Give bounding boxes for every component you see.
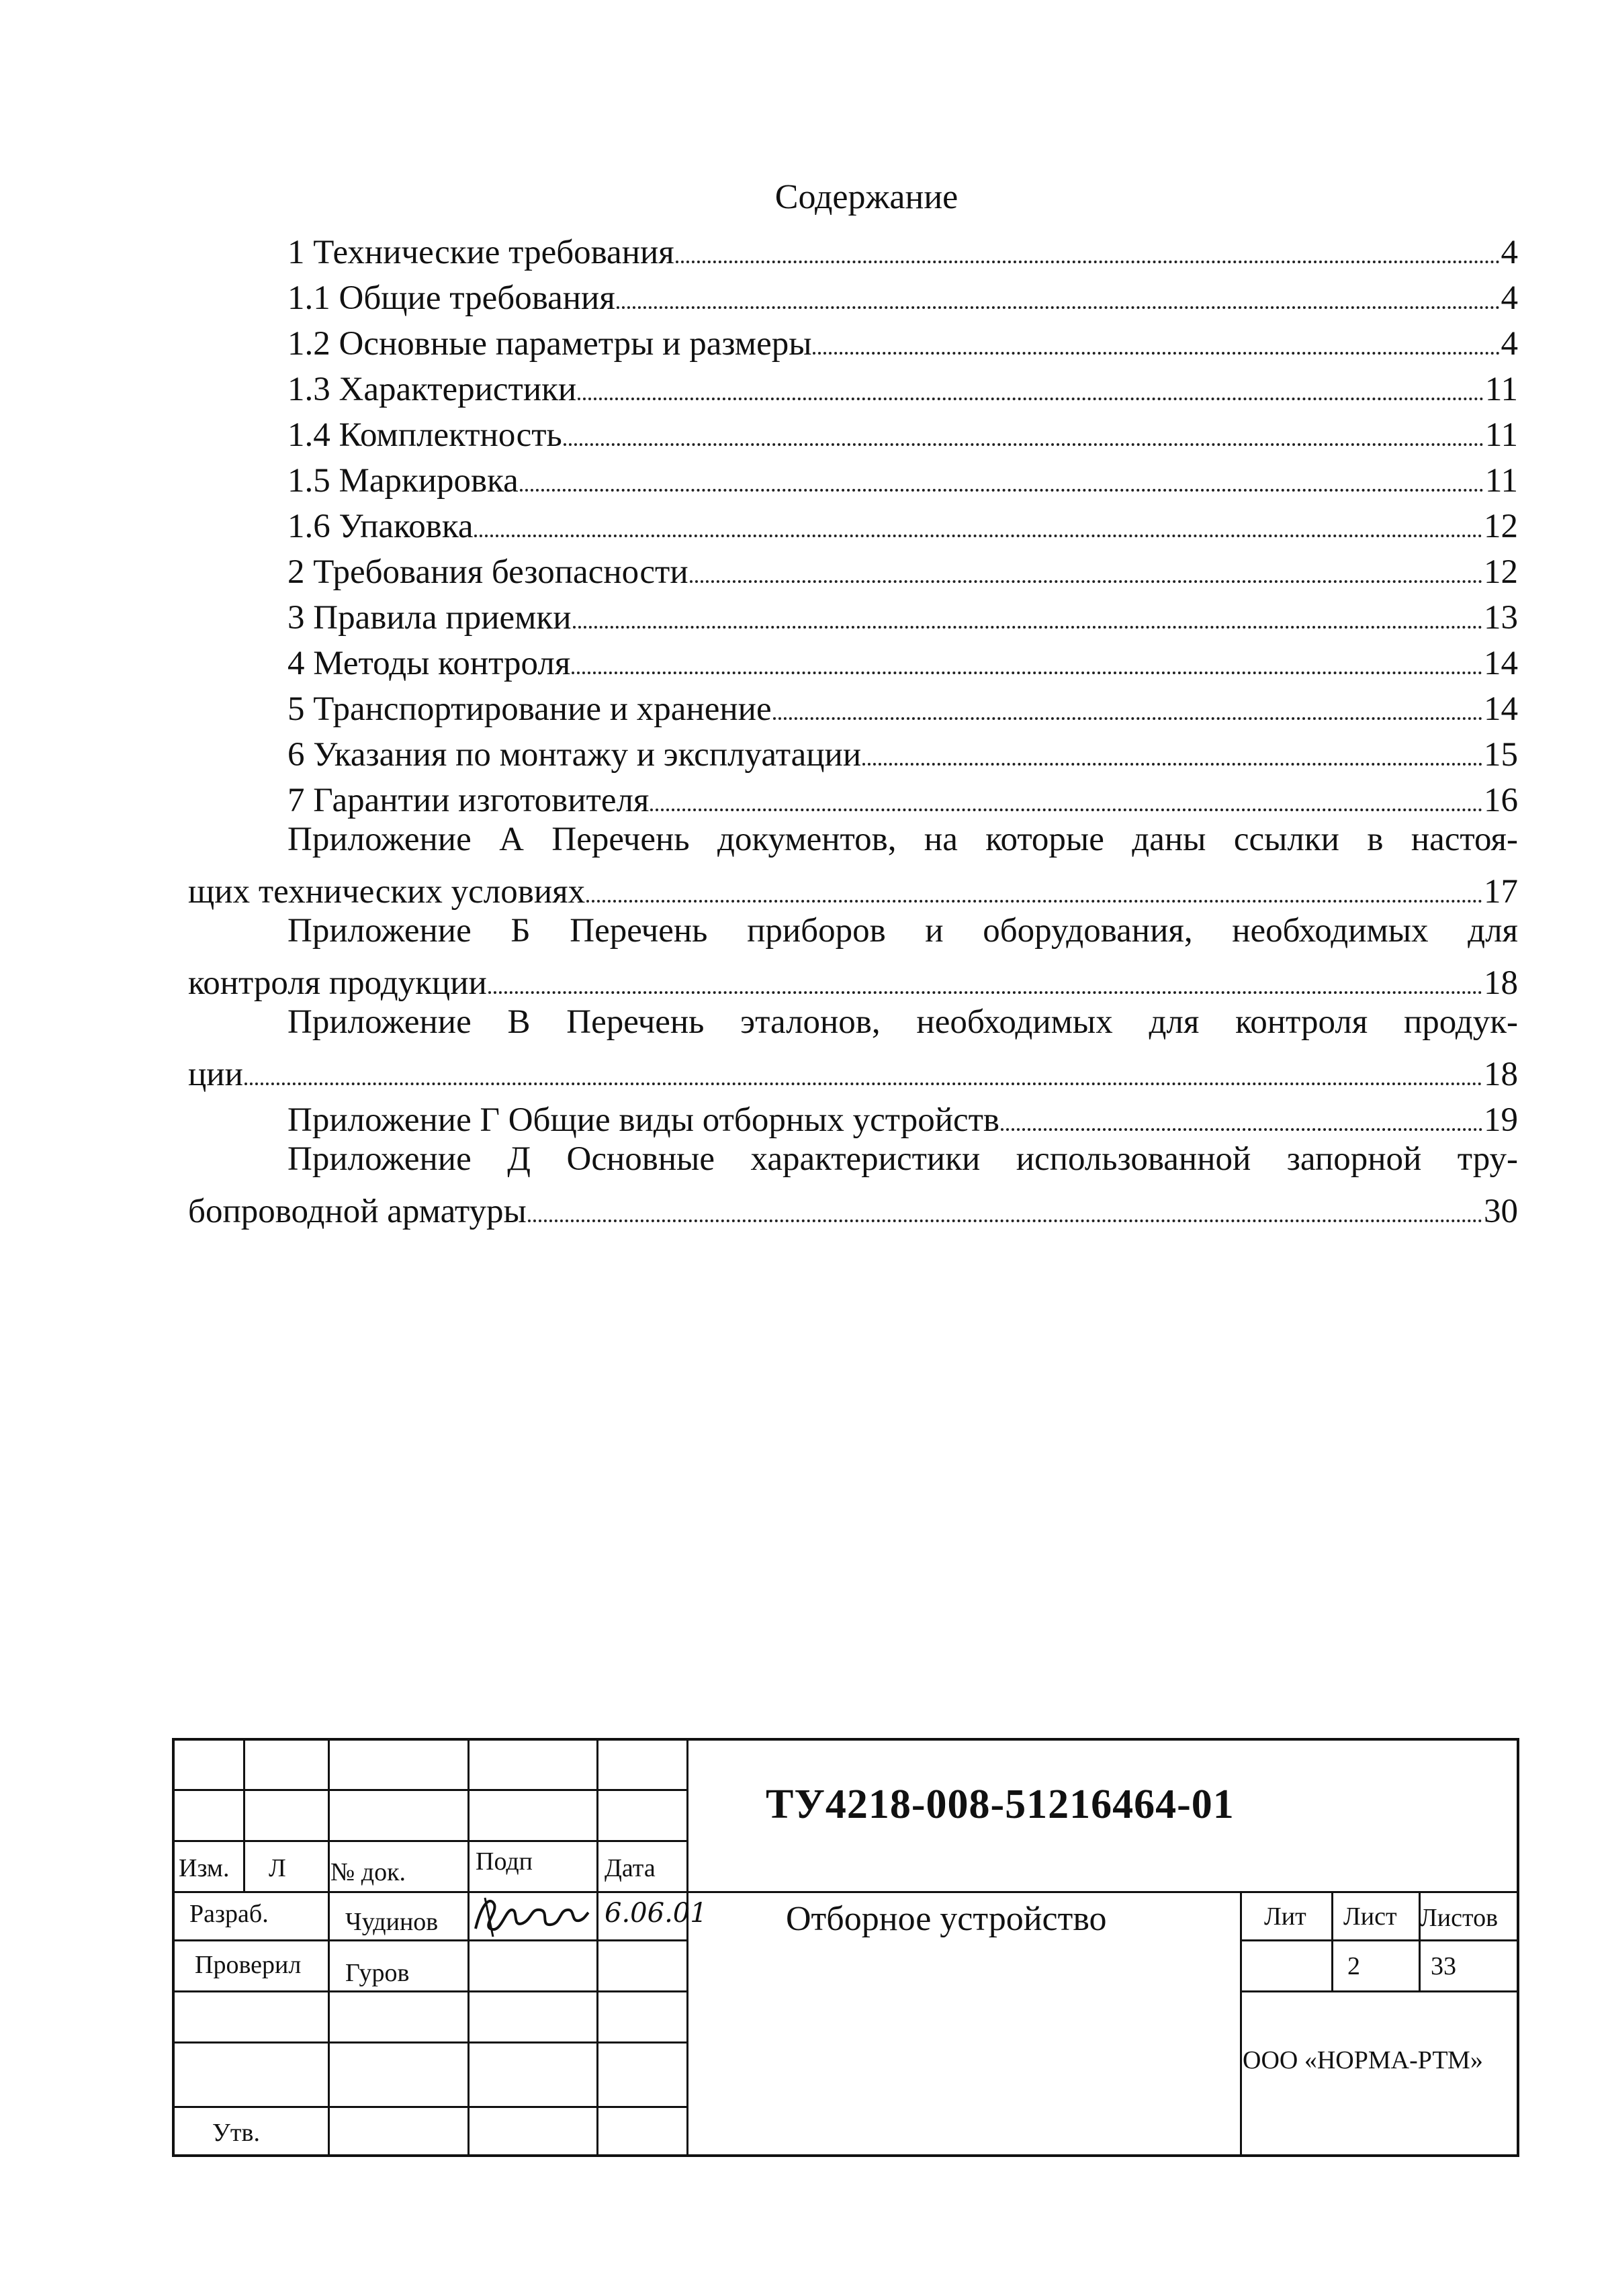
- appendix-line: Приложение А Перечень документов, на которые даны ссылки в настоя-: [287, 821, 1518, 858]
- appendix-a: [188, 817, 1518, 911]
- header-signature: Подп: [476, 1847, 533, 1876]
- table-of-contents: [188, 223, 1518, 1228]
- grid-line: [175, 2106, 686, 2108]
- razrab-date: 6.06.01: [605, 1898, 707, 1929]
- toc-entry: 1.1 Общие требования 4: [188, 269, 1518, 314]
- toc-entry: 6 Указания по монтажу и эксплуатации 15: [188, 725, 1518, 771]
- toc-entry: 1.4 Комплектность 11: [188, 406, 1518, 451]
- header-date: Дата: [605, 1854, 656, 1882]
- toc-entry: 2 Требования безопасности 12: [188, 543, 1518, 588]
- organization: ООО «НОРМА-РТМ»: [1243, 2046, 1483, 2074]
- toc-entry: 1.3 Характеристики 11: [188, 360, 1518, 406]
- grid-line: [467, 1741, 470, 2157]
- appendix-line: контроля продукции 18: [188, 954, 1518, 999]
- toc-title: Содержание: [774, 178, 958, 216]
- listov-label: Листов: [1420, 1904, 1499, 1932]
- toc-entry: 4 Методы контроля 14: [188, 634, 1518, 680]
- grid-line: [175, 1789, 686, 1791]
- appendix-line: Приложение Б Перечень приборов и оборудования, необходимых для: [287, 912, 1518, 950]
- listov-value: 33: [1431, 1952, 1456, 1980]
- grid-line: [175, 2041, 686, 2044]
- proveril-label: Проверил: [195, 1951, 302, 1979]
- toc-entry: 1.5 Маркировка 11: [188, 451, 1518, 497]
- grid-line: [175, 1939, 686, 1941]
- list-label: Лист: [1343, 1902, 1397, 1931]
- title-block: [172, 1738, 1519, 2157]
- lit-label: Лит: [1264, 1902, 1306, 1931]
- toc-entry: 1.6 Упаковка 12: [188, 497, 1518, 543]
- appendix-line: ции 18: [188, 1045, 1518, 1091]
- header-izm: Изм.: [179, 1854, 230, 1882]
- grid-line: [1240, 1891, 1242, 2157]
- appendix-line: Приложение Г Общие виды отборных устройств 19: [188, 1091, 1518, 1136]
- appendix-line: щих технических условиях 17: [188, 862, 1518, 908]
- toc-entry: 1.2 Основные параметры и размеры 4: [188, 314, 1518, 360]
- grid-line: [175, 1891, 1519, 1893]
- appendix-b: [188, 908, 1518, 1002]
- toc-entry: 7 Гарантии изготовителя 16: [188, 771, 1518, 817]
- appendix-g: [188, 1091, 1518, 1139]
- utv-label: Утв.: [212, 2119, 260, 2147]
- header-doc-number: № док.: [330, 1858, 406, 1886]
- grid-line: [596, 1741, 598, 2157]
- document-name: Отборное устройство: [786, 1900, 1107, 1938]
- grid-line: [175, 1840, 686, 1842]
- header-l: Л: [269, 1854, 286, 1882]
- signature-mark: [470, 1890, 590, 1942]
- grid-line: [1240, 1939, 1519, 1941]
- grid-line: [175, 1990, 686, 1992]
- list-value: 2: [1347, 1952, 1360, 1980]
- toc-entry: 3 Правила приемки 13: [188, 588, 1518, 634]
- appendix-line: бопроводной арматуры 30: [188, 1182, 1518, 1228]
- toc-entry: 5 Транспортирование и хранение 14: [188, 680, 1518, 725]
- proveril-name: Гуров: [345, 1959, 410, 1987]
- grid-line: [1240, 1990, 1519, 1992]
- appendix-d: [188, 1136, 1518, 1228]
- grid-line: [328, 1741, 330, 2157]
- appendix-line: Приложение Д Основные характеристики использованной запорной тру-: [287, 1140, 1518, 1178]
- toc-entry: 1 Технические требования 4: [188, 223, 1518, 269]
- document-code: ТУ4218-008-51216464-01: [766, 1782, 1235, 1827]
- razrab-label: Разраб.: [189, 1900, 269, 1928]
- grid-line: [243, 1741, 245, 1891]
- appendix-line: Приложение В Перечень эталонов, необходимых для контроля продук-: [287, 1003, 1518, 1041]
- appendix-v: [188, 999, 1518, 1091]
- razrab-name: Чудинов: [345, 1908, 439, 1936]
- grid-line: [686, 1741, 688, 2157]
